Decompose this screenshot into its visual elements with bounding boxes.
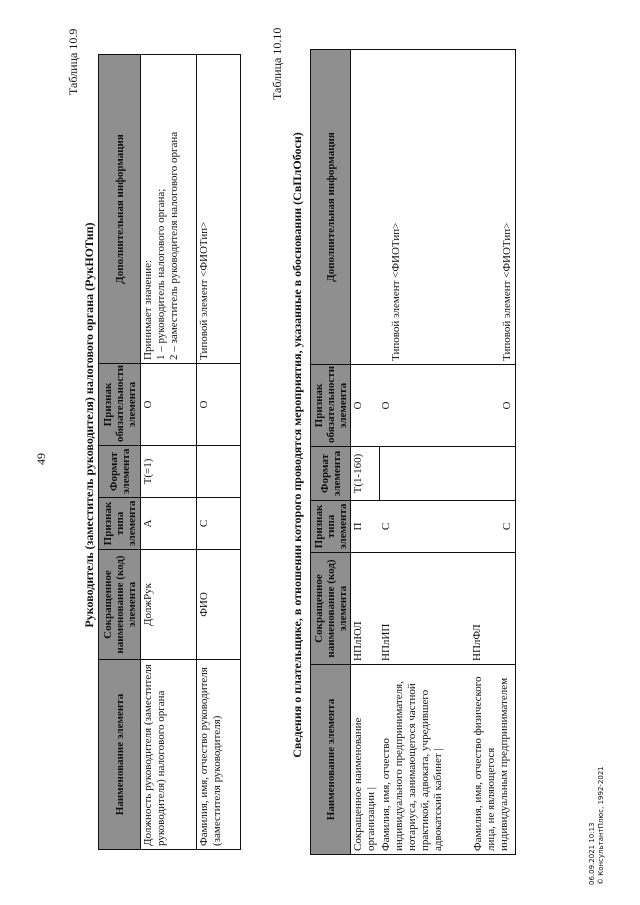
- element-required-cell: О: [141, 364, 197, 446]
- element-code-cell: НПлИП: [379, 553, 471, 665]
- element-name-cell: Сокращенное наименование организации |: [351, 665, 380, 855]
- header-cell: Формат элемента: [311, 447, 351, 501]
- header-cell: Дополнительная информация: [99, 55, 141, 364]
- table-10-9-label: Таблица 10.9: [66, 28, 80, 95]
- element-format-cell: T(=1): [141, 446, 197, 498]
- header-cell: Наименование элемента: [311, 665, 351, 855]
- table-row: [141, 55, 197, 850]
- table-10-10-title: Сведения о плательщике, в отношении которого проводятся мероприятия, указанные в обосновании (СвПлОбосн): [290, 132, 304, 758]
- table-10-10: [310, 49, 516, 855]
- header-cell: Формат элемента: [99, 446, 141, 498]
- header-cell: Дополнительная информация: [311, 50, 351, 365]
- element-code-cell: НПлЮЛ: [351, 553, 380, 665]
- header-cell: Признак типа элемента: [311, 501, 351, 553]
- element-type-cell: С: [379, 501, 471, 553]
- header-cell: Признак обязательности элемента: [311, 365, 351, 447]
- additional-info-cell: Типовой элемент <ФИОТип>: [501, 222, 513, 361]
- element-format-cell: [197, 446, 241, 498]
- element-format-cell: T(1-160): [351, 447, 380, 501]
- header-cell: Наименование элемента: [99, 660, 141, 850]
- element-required-cell: О: [471, 365, 516, 447]
- header-cell: Сокращенное наименование (код) элемента: [311, 553, 351, 665]
- element-name-cell: Должность руководителя (заместителя руководителя) налогового органа: [141, 660, 197, 850]
- element-name-cell: Фамилия, имя, отчество руководителя (заместителя руководителя): [197, 660, 241, 850]
- additional-info-cell: Типовой элемент <ФИОТип>: [197, 55, 241, 364]
- table-row: [197, 55, 241, 850]
- element-required-cell: О: [351, 365, 380, 447]
- header-cell: Признак обязательности элемента: [99, 364, 141, 446]
- additional-info-cell: Принимает значение: 1 – руководитель налогового органа; 2 – заместитель руководителя налогового органа: [141, 55, 197, 364]
- table-row: [351, 50, 380, 855]
- element-type-cell: П: [351, 501, 380, 553]
- table-10-10-label: Таблица 10.10: [270, 27, 284, 100]
- element-code-cell: ДолжРук: [141, 550, 197, 660]
- element-type-cell: А: [141, 498, 197, 550]
- header-cell: Сокращенное наименование (код) элемента: [99, 550, 141, 660]
- element-code-cell: НПлФЛ: [471, 553, 516, 665]
- table-10-9-title: Руководитель (заместитель руководителя) налогового органа (РукНОТип): [82, 222, 96, 628]
- page-number: 49: [34, 453, 48, 465]
- footer-date: 06.09.2021 10:13: [588, 822, 596, 885]
- element-format-cell: [379, 447, 516, 501]
- footer-copyright: © КонсультантПлюс, 1992-2021: [597, 766, 605, 885]
- element-name-cell: Фамилия, имя, отчество физического лица, не являющегося индивидуальным предпринимателем: [471, 665, 516, 855]
- table-10-9: [98, 54, 241, 850]
- additional-info-merged: [351, 50, 516, 365]
- header-cell: Признак типа элемента: [99, 498, 141, 550]
- footer: [588, 766, 606, 885]
- element-required-cell: О: [379, 365, 471, 447]
- element-required-cell: О: [197, 364, 241, 446]
- element-name-cell: Фамилия, имя, отчество индивидуального предпринимателя, нотариуса, занимающегося частной практикой, адвоката, учредившего адвокатский кабинет |: [379, 665, 471, 855]
- element-type-cell: С: [471, 501, 516, 553]
- element-code-cell: ФИО: [197, 550, 241, 660]
- element-type-cell: С: [197, 498, 241, 550]
- additional-info-cell: Типовой элемент <ФИОТип>: [390, 222, 402, 361]
